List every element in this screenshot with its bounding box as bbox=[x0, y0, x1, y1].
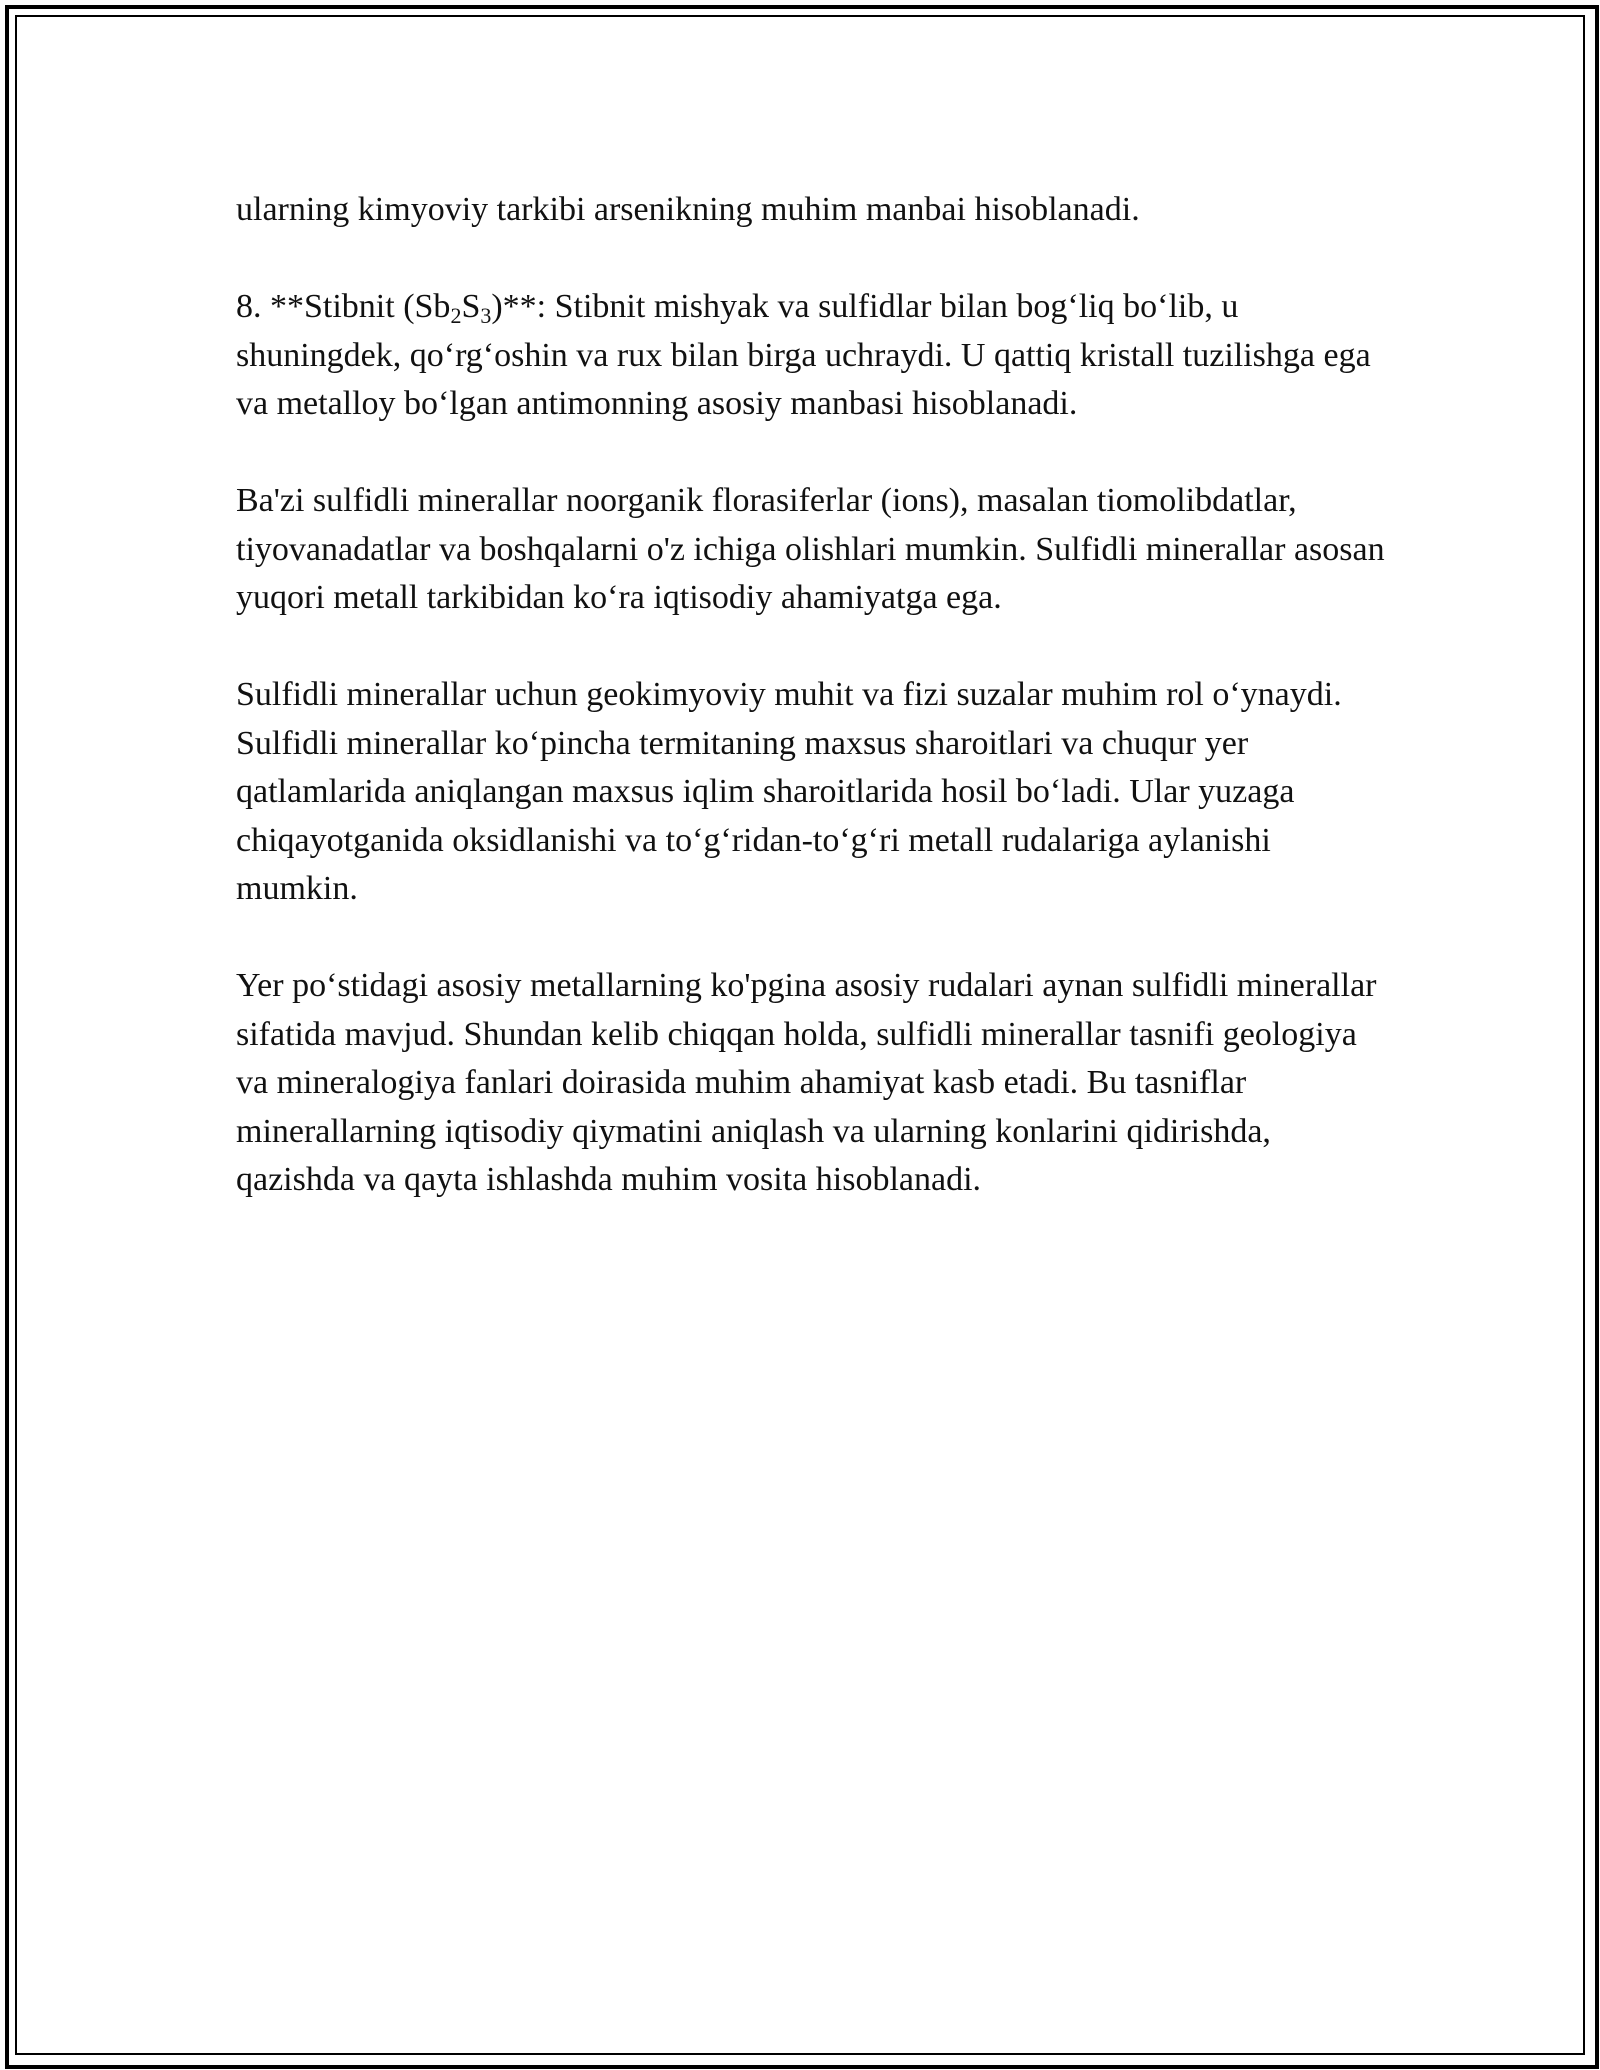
stibnite-prefix: 8. **Stibnit (Sb bbox=[236, 288, 451, 325]
paragraph-stibnite bbox=[236, 283, 1396, 429]
subscript-2: 2 bbox=[450, 303, 462, 328]
stibnite-description: )**: Stibnit mishyak va sulfidlar bilan bog‘liq bo‘lib, u shuningdek, qo‘rg‘oshin va rux bilan birga uchraydi. U qattiq kristall tuzilishga ega va metalloy bo‘lgan antimonning asosiy manbasi hisoblanadi. bbox=[236, 288, 1371, 422]
paragraph-arsenic-source: ularning kimyoviy tarkibi arsenikning muhim manbai hisoblanadi. bbox=[236, 191, 1140, 228]
paragraph-sulfide-ions: Ba'zi sulfidli minerallar noorganik florasiferlar (ions), masalan tiomolibdatlar, tiyovanadatlar va boshqalarni o'z ichiga olishlari mumkin. Sulfidli minerallar asosan yuqori metall tarkibidan ko‘ra iqtisodiy ahamiyatga ega. bbox=[236, 482, 1385, 616]
stibnite-formula-s: S bbox=[461, 288, 481, 325]
subscript-3: 3 bbox=[480, 303, 492, 328]
paragraph-geochemical-environment: Sulfidli minerallar uchun geokimyoviy muhit va fizi suzalar muhim rol o‘ynaydi. Sulfidli minerallar ko‘pincha termitaning maxsus sharoitlari va chuqur yer qatlamlarida aniqlangan maxsus iqlim sharoitlarida hosil bo‘ladi. Ular yuzaga chiqayotganida oksidlanishi va to‘g‘ridan-to‘g‘ri metall rudalariga aylanishi mumkin. bbox=[236, 676, 1342, 907]
paragraph-classification-importance: Yer po‘stidagi asosiy metallarning ko'pgina asosiy rudalari aynan sulfidli minerallar sifatida mavjud. Shundan kelib chiqqan holda, sulfidli minerallar tasnifi geologiya va mineralogiya fanlari doirasida muhim ahamiyat kasb etadi. Bu tasniflar minerallarning iqtisodiy qiymatini aniqlash va ularning konlarini qidirishda, qazishda va qayta ishlashda muhim vosita hisoblanadi. bbox=[236, 967, 1377, 1198]
document-body bbox=[236, 186, 1396, 1253]
